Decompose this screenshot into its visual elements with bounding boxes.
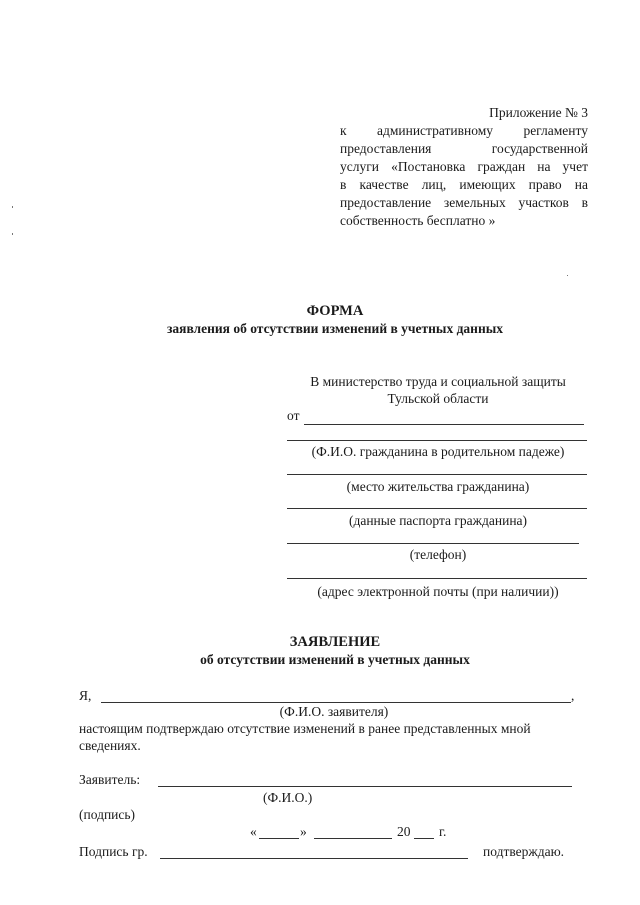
confirm-line [160,858,468,859]
applicant-label: Заявитель: [79,772,141,787]
passport-line [287,508,587,509]
hint-fio-short: (Ф.И.О.) [263,790,313,805]
appendix-line-1: к административному регламенту [340,123,588,138]
appendix-title: Приложение № 3 [489,105,588,120]
scan-speck [567,275,568,276]
addressee-ministry: В министерство труда и социальной защиты [310,374,566,389]
applicant-signature-line [158,786,572,787]
date-quote-open: « [250,824,257,839]
phone-line [287,543,579,544]
scan-speck [12,206,13,208]
addressee-region: Тульской области [387,391,489,406]
date-year-line [414,838,434,839]
i-label: Я, [79,688,92,703]
date-quote-close: » [300,824,307,839]
email-line [287,578,587,579]
residence-line [287,474,587,475]
appendix-line-6: собственность бесплатно » [340,213,496,228]
date-month-line [314,838,392,839]
form-title: ФОРМА [306,303,364,319]
statement-body-line-2: сведениях. [79,738,141,753]
hint-applicant: (Ф.И.О. заявителя) [279,704,389,719]
hint-passport: (данные паспорта гражданина) [348,513,528,528]
statement-body-line-1: настоящим подтверждаю отсутствие изменений в ранее представленных мной [79,721,531,736]
appendix-line-4: в качестве лиц, имеющих право на [340,177,588,192]
appendix-line-2: предоставления государственной [340,141,588,156]
appendix-line-3: услуги «Постановка граждан на учет [340,159,588,174]
fio-line-2 [287,440,587,441]
appendix-line-5: предоставление земельных участков в [340,195,588,210]
confirm-suffix: подтверждаю. [483,844,565,859]
from-label: от [287,408,300,423]
scan-speck [12,233,13,235]
date-year-prefix: 20 [397,824,411,839]
applicant-comma: , [571,688,575,703]
statement-title: ЗАЯВЛЕНИЕ [289,634,381,650]
hint-fio-genitive: (Ф.И.О. гражданина в родительном падеже) [311,444,565,459]
date-day-line [259,838,299,839]
from-fio-line [304,424,584,425]
hint-phone: (телефон) [409,547,467,562]
hint-email: (адрес электронной почты (при наличии)) [317,584,559,599]
confirm-label: Подпись гр. [79,844,148,859]
hint-residence: (место жительства гражданина) [346,479,530,494]
statement-subtitle: об отсутствии изменений в учетных данных [200,652,470,667]
date-year-suffix: г. [439,824,447,839]
form-subtitle: заявления об отсутствии изменений в учетных данных [166,321,504,336]
hint-signature: (подпись) [79,807,136,822]
